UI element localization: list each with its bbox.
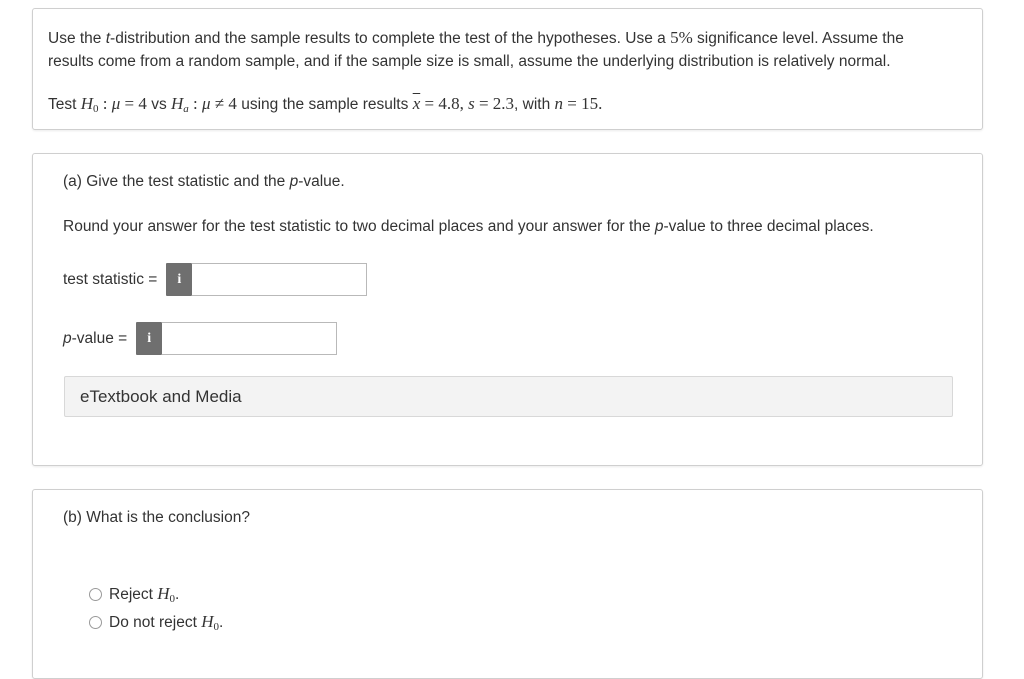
p-value-row [63,322,337,355]
info-icon[interactable]: i [166,263,192,296]
part-a-title: (a) Give the test statistic and the p-value. [63,173,345,190]
option-label: Do not reject $H_0$. [109,612,224,633]
question-card [32,8,983,130]
part-b-title: (b) What is the conclusion? [63,509,250,526]
etextbook-and-media-button[interactable]: eTextbook and Media [64,376,953,417]
p-value-input[interactable] [162,322,337,355]
radio-button[interactable] [89,588,102,601]
test-statistic-input[interactable] [192,263,367,296]
test-statistic-row [63,263,367,296]
option-do-not-reject-h0[interactable] [89,612,223,633]
hypothesis-statement: Test $H_0$ : μ = 4 vs $H_a$ : μ ≠ 4 using the sample results $\overline{x} = 4.8$, s = 2.3, with n = 15. [48,94,603,115]
part-a-card [32,153,983,466]
part-b-card [32,489,983,679]
question-text: Use the t-distribution and the sample results to complete the test of the hypotheses. Use a 5% significance level. Assume the results come from a random sample, and if the sample size is small, assume the underlying distribution is relatively normal. [48,28,904,70]
info-icon[interactable]: i [136,322,162,355]
test-statistic-label: test statistic = [63,270,158,288]
option-label: Reject $H_0$. [109,584,180,605]
p-value-label: p-value = [63,329,128,347]
option-reject-h0[interactable] [89,584,179,605]
part-a-instructions: Round your answer for the test statistic to two decimal places and your answer for the p-value to three decimal places. [63,218,874,235]
radio-button[interactable] [89,616,102,629]
